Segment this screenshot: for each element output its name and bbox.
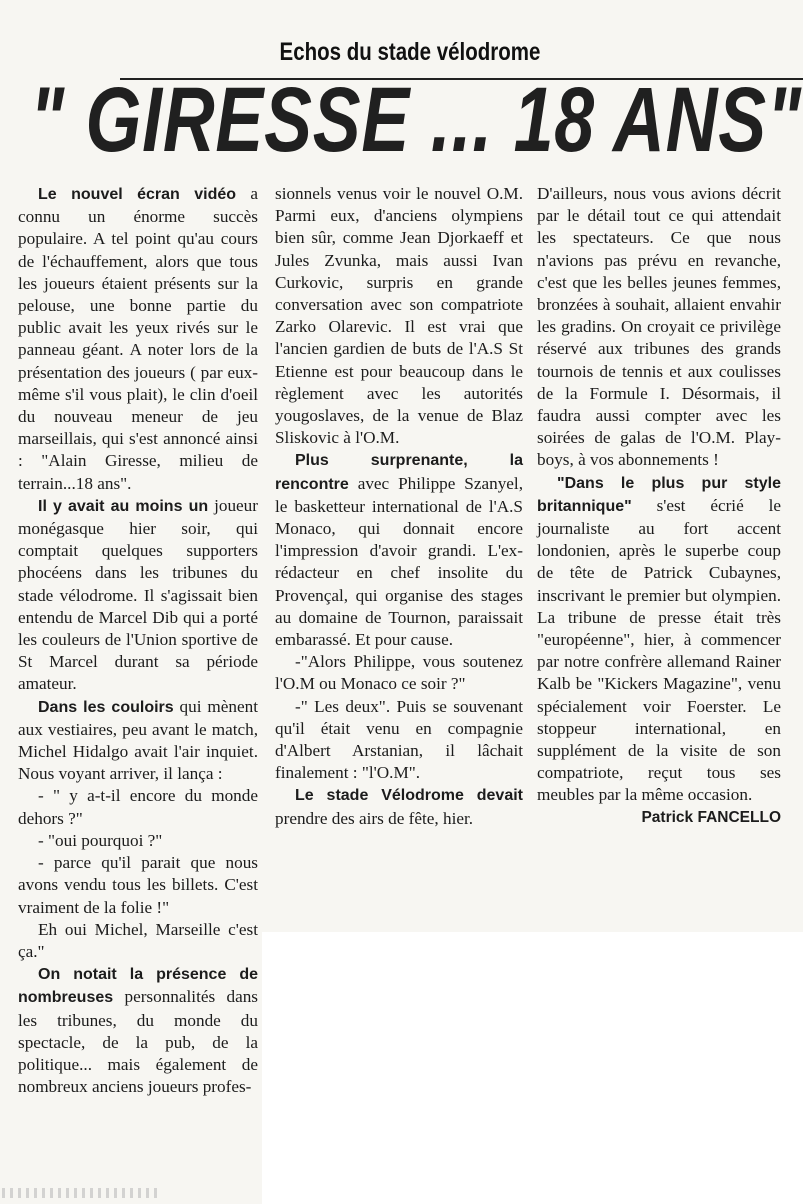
quote-line: -"Alors Philippe, vous soutenez l'O.M ou Monaco ce soir ?"	[275, 652, 523, 694]
blank-margin	[262, 932, 803, 1204]
paragraph-lead: Dans les couloirs	[38, 698, 174, 716]
article-column-1	[18, 183, 258, 1098]
headline: " GIRESSE ... 18 ANS"	[30, 69, 802, 171]
article-column-3	[537, 183, 781, 829]
quote-line: Eh oui Michel, Marseille c'est ça."	[18, 919, 258, 961]
paragraph-text: a connu un énorme succès populaire. A tel point qu'au cours de l'échauffement, alors que tous les joueurs étaient présents sur la pelouse, une bonne partie du public avait les yeux rivés sur le panneau géant. A noter lors de la présentation des joueurs ( par eux-même s'il vous plait), le clin d'oeil du nouveau meneur de jeu marseillais, qui s'est annoncé ainsi : "Alain Giresse, milieu de terrain...18 ans".	[18, 184, 258, 493]
paragraph-text: s'est écrié le journaliste au fort accent londonien, après le superbe coup de tête de Patrick Cubaynes, inscrivant le premier but olympien. La tribune de presse était très "européenne", hier, à commencer par notre confrère allemand Rainer Kalb be "Kickers Magazine", venu spécialement voir Foerster. Le stoppeur international, en supplément de la visite de son compatriote, reçut tous ses meubles par la même occasion.	[537, 495, 781, 805]
paragraph-text: sionnels venus voir le nouvel O.M. Parmi eux, d'anciens olympiens bien sûr, comme Jean Djorkaeff et Jules Zvunka, mais aussi Ivan Curkovic, surpris en grande conversation avec son compatriote Zarko Olarevic. Il est vrai que l'ancien gardien de buts de l'A.S St Etienne est pour beaucoup dans le règlement avec les autorités yougoslaves, de la venue de Blaz Sliskovic à l'O.M.	[275, 184, 523, 448]
paragraph-text: avec Philippe Szanyel, le basketteur international de l'A.S Monaco, qui donnait encore l'impression d'avoir grandi. L'ex-rédacteur en chef insolite du Provençal, qui organise des stages au domaine de Tournon, paraissait embarassé. Et pour cause.	[275, 473, 523, 650]
section-kicker: Echos du stade vélodrome	[279, 38, 541, 66]
paragraph-lead: Le stade Vélodrome devait	[295, 787, 523, 805]
paragraph-text: joueur monégasque hier soir, qui comptait quelques supporters phocéens dans les tribunes du stade vélodrome. Il s'agissait bien entendu de Marcel Dib qui a porté les couleurs de l'Union sportive de St Marcel durant sa période amateur.	[18, 495, 258, 694]
quote-line: - parce qu'il parait que nous avons vendu tous les billets. C'est vraiment de la folie !"	[18, 853, 258, 917]
paragraph-text: D'ailleurs, nous vous avions décrit par le détail tout ce qui attendait les spectateurs. Ce que nous n'avions pas prévu en revanche, c'est que les belles jeunes femmes, bronzées à souhait, allaient envahir les gradins. On croyait ce privilège réservé aux tribunes des grands tournois de tennis et aux coulisses de la Formule I. Désormais, il faudra aussi compter avec les soirées de galas de l'O.M. Play-boys, à vos abonnements !	[537, 184, 781, 470]
paragraph-lead: Il y avait au moins un	[38, 497, 209, 515]
quote-line: - " y a-t-il encore du monde dehors ?"	[18, 786, 258, 828]
paragraph-lead: Plus surprenante, la rencontre	[275, 452, 523, 493]
paragraph-text: qui mènent aux vestiaires, peu avant le match, Michel Hidalgo avait l'air inquiet. Nous voyant arriver, il lança :	[18, 696, 258, 784]
author-byline: Patrick FANCELLO	[641, 808, 781, 826]
paragraph-lead: "Dans le plus pur style britannique"	[537, 474, 781, 515]
paragraph-lead: Le nouvel écran vidéo	[38, 186, 237, 203]
quote-line: - "oui pourquoi ?"	[38, 830, 163, 850]
paragraph-lead: On notait la présence de nombreuses	[18, 966, 258, 1007]
article-column-2	[275, 183, 523, 830]
quote-line: -" Les deux". Puis se souvenant qu'il était venu en compagnie d'Albert Arstanian, il lâchait finalement : "l'O.M".	[275, 696, 523, 783]
paragraph-text: prendre des airs de fête, hier.	[275, 808, 474, 828]
paragraph-text: personnalités dans les tribunes, du monde du spectacle, de la pub, de la politique... mais également de nombreux anciens joueurs profes-	[18, 987, 258, 1097]
scan-artifact	[2, 1188, 162, 1198]
